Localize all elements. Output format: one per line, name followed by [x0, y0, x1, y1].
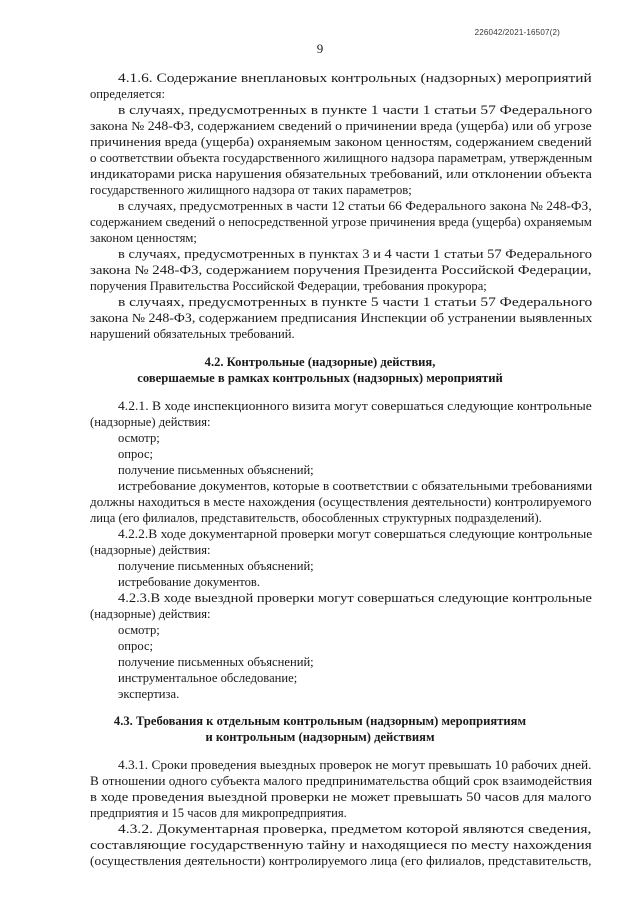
page-number: 9: [316, 41, 324, 56]
text-line: 4.2.3.В ходе выездной проверки могут совершаться следующие контрольные: [118, 591, 592, 605]
text-line: получение письменных объяснений;: [118, 559, 314, 573]
text-line: 4.1.6. Содержание внеплановых контрольных (надзорных) мероприятий: [118, 71, 592, 85]
text-line: истребование документов, которые в соответствии с обязательными требованиями: [118, 479, 593, 493]
text-line: 4.2.1. В ходе инспекционного визита могут совершаться следующие контрольные: [118, 399, 592, 413]
text-line: индикаторами риска нарушения обязательных требований, или отклонении объекта: [90, 167, 592, 181]
text-line: закона № 248-ФЗ, содержанием поручения Президента Российской Федерации,: [90, 263, 592, 277]
text-line: нарушений обязательных требований.: [90, 327, 295, 341]
text-line: составляющие государственную тайну и находящиеся по месту нахождения: [90, 838, 592, 852]
text-line: содержанием сведений о непосредственной угрозе причинения вреда (ущерба) охраняемым: [90, 215, 592, 229]
section-heading-line: 4.2. Контрольные (надзорные) действия,: [204, 355, 436, 369]
text-line: должны находиться в месте нахождения (осуществления деятельности) контролируемого: [90, 495, 592, 509]
text-line: (надзорные) действия:: [90, 415, 211, 429]
text-line: 4.3.1. Сроки проведения выездных проверок не могут превышать 10 рабочих дней.: [118, 758, 592, 772]
text-line: опрос;: [118, 639, 154, 653]
text-line: экспертиза.: [118, 687, 180, 701]
text-line: закона № 248-ФЗ, содержанием сведений о причинении вреда (ущерба) или об угрозе: [90, 119, 592, 133]
text-line: закона № 248-ФЗ, содержанием предписания Инспекции об устранении выявленных: [90, 311, 593, 325]
text-line: в случаях, предусмотренных в части 12 статьи 66 Федерального закона № 248-ФЗ,: [118, 199, 592, 213]
text-line: 4.2.2.В ходе документарной проверки могут совершаться следующие контрольные: [118, 527, 593, 541]
text-line: (осуществления деятельности) контролируемого лица (его филиалов, представительств,: [90, 854, 592, 868]
text-line: определяется:: [90, 87, 165, 101]
text-line: о соответствии объекта государственного жилищного надзора параметрам, утвержденным: [90, 151, 593, 165]
text-line: государственного жилищного надзора от таких параметров;: [90, 183, 412, 197]
text-line: инструментальное обследование;: [118, 671, 298, 685]
section-heading-line: совершаемые в рамках контрольных (надзорных) мероприятий: [137, 371, 503, 385]
text-line: поручения Правительства Российской Федерации, требования прокурора;: [90, 279, 487, 293]
registration-number: 226042/2021-16507(2): [474, 28, 560, 37]
text-line: осмотр;: [118, 431, 160, 445]
text-line: в случаях, предусмотренных в пункте 5 части 1 статьи 57 Федерального: [118, 295, 593, 309]
section-heading-line: и контрольным (надзорным) действиям: [205, 730, 435, 744]
section-heading-line: 4.3. Требования к отдельным контрольным (надзорным) мероприятиям: [113, 714, 527, 728]
text-line: опрос;: [118, 447, 154, 461]
text-line: получение письменных объяснений;: [118, 463, 314, 477]
text-line: В отношении одного субъекта малого предпринимательства общий срок взаимодействия: [90, 774, 593, 788]
text-line: законом ценностям;: [90, 231, 197, 245]
text-line: лица (его филиалов, представительств, обособленных структурных подразделений).: [90, 511, 542, 525]
text-line: осмотр;: [118, 623, 160, 637]
text-line: в случаях, предусмотренных в пунктах 3 и 4 части 1 статьи 57 Федерального: [118, 247, 592, 261]
text-line: 4.3.2. Документарная проверка, предметом которой являются сведения,: [118, 822, 592, 836]
text-line: в ходе проведения выездной проверки не может превышать 50 часов для малого: [90, 790, 592, 804]
text-line: (надзорные) действия:: [90, 607, 211, 621]
text-line: (надзорные) действия:: [90, 543, 211, 557]
text-line: в случаях, предусмотренных в пункте 1 части 1 статьи 57 Федерального: [118, 103, 593, 117]
text-line: предприятия и 15 часов для микропредприятия.: [90, 806, 347, 820]
text-line: получение письменных объяснений;: [118, 655, 314, 669]
text-line: истребование документов.: [118, 575, 260, 589]
text-line: причинения вреда (ущерба) охраняемым законом ценностям, содержанием сведений: [90, 135, 592, 149]
